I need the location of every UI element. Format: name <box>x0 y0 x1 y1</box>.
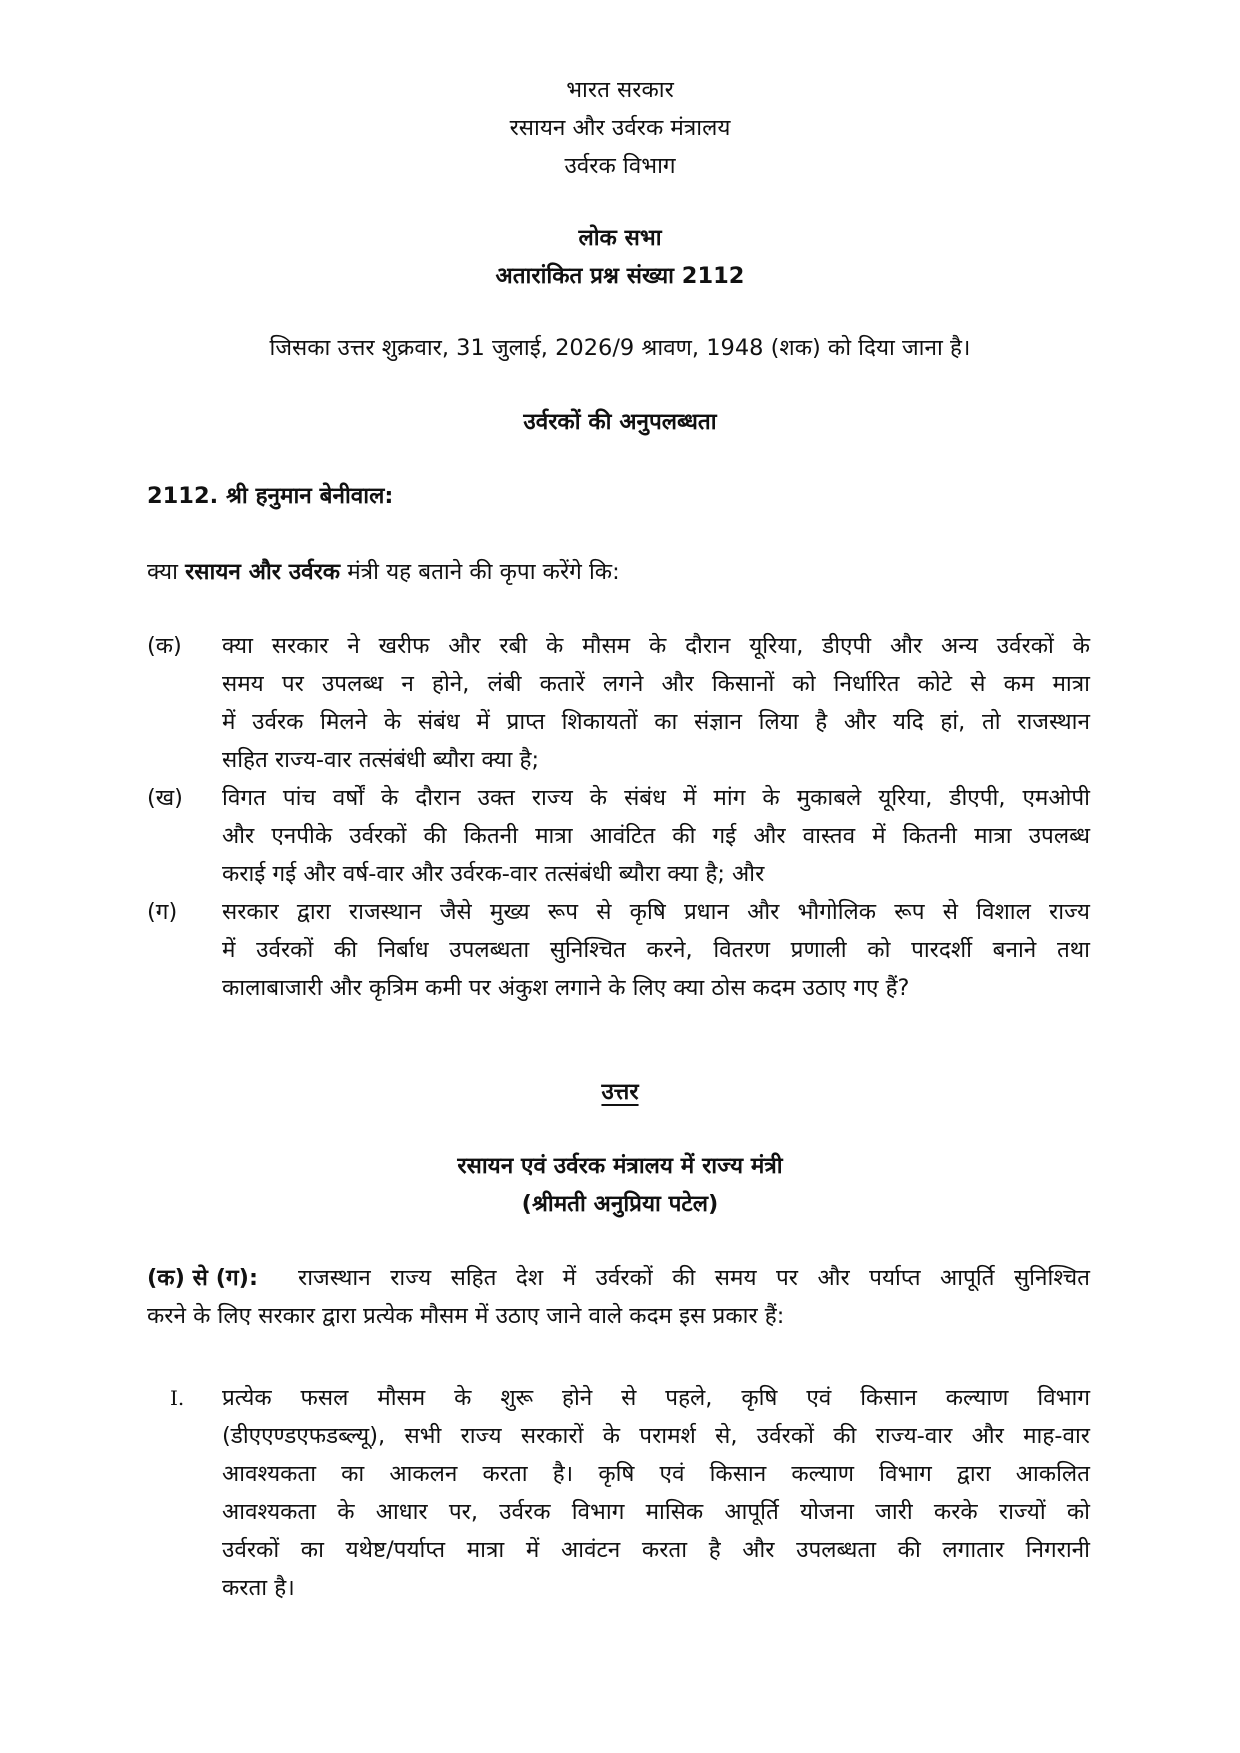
answer-label: (क) से (ग): <box>147 1265 258 1291</box>
intro-ministry: रसायन और उर्वरक <box>185 559 341 585</box>
subject-title: उर्वरकों की अनुपलब्धता <box>523 409 717 435</box>
minister-title: रसायन एवं उर्वरक मंत्रालय में राज्य मंत्री <box>457 1153 783 1179</box>
part-label-kha: (ख) <box>147 785 183 811</box>
member-name: 2112. श्री हनुमान बेनीवाल: <box>147 483 394 509</box>
minister-name: (श्रीमती अनुप्रिया पटेल) <box>521 1191 719 1217</box>
answer-line-2: करने के लिए सरकार द्वारा प्रत्येक मौसम में उठाए जाने वाले कदम इस प्रकार हैं: <box>147 1303 785 1329</box>
part-ka-line-2: समय पर उपलब्ध न होने, लंबी कतारें लगने और किसानों को निर्धारित कोटे से कम मात्रा <box>222 671 1090 697</box>
header-government: भारत सरकार <box>566 77 674 103</box>
intro-before: क्या <box>147 559 186 585</box>
part-ga-line-2: में उर्वरकों की निर्बाध उपलब्धता सुनिश्चित करने, वितरण प्रणाली को पारदर्शी बनाने तथा <box>222 937 1090 963</box>
point-1-line-2: (डीएएण्डएफडब्ल्यू), सभी राज्य सरकारों के परामर्श से, उर्वरकों की राज्य-वार और माह-वार <box>222 1423 1090 1449</box>
point-1-line-5: उर्वरकों का यथेष्ट/पर्याप्त मात्रा में आवंटन करता है और उपलब्धता की लगातार निगरानी <box>222 1537 1090 1563</box>
part-ga-line-3: कालाबाजारी और कृत्रिम कमी पर अंकुश लगाने के लिए क्या ठोस कदम उठाए गए हैं? <box>222 975 910 1001</box>
answer-date: जिसका उत्तर शुक्रवार, 31 जुलाई, 2026/9 श्रावण, 1948 (शक) को दिया जाना है। <box>269 335 971 361</box>
question-intro <box>147 553 620 591</box>
answer-heading <box>0 1073 1240 1111</box>
point-1-line-4: आवश्यकता के आधार पर, उर्वरक विभाग मासिक आपूर्ति योजना जारी करके राज्यों को <box>222 1499 1090 1525</box>
point-1-line-3: आवश्यकता का आकलन करता है। कृषि एवं किसान कल्याण विभाग द्वारा आकलित <box>222 1461 1090 1487</box>
intro-after: मंत्री यह बताने की कृपा करेंगे कि: <box>340 559 620 585</box>
question-title: अतारांकित प्रश्न संख्या 2112 <box>495 263 745 289</box>
point-numeral-1: I. <box>170 1386 185 1410</box>
part-kha-line-1: विगत पांच वर्षों के दौरान उक्त राज्य के संबंध में मांग के मुकाबले यूरिया, डीएपी, एमओपी <box>222 785 1090 811</box>
header-ministry: रसायन और उर्वरक मंत्रालय <box>509 115 731 141</box>
part-ka-line-4: सहित राज्य-वार तत्संबंधी ब्यौरा क्या है; <box>222 747 540 773</box>
part-ka-line-1: क्या सरकार ने खरीफ और रबी के मौसम के दौरान यूरिया, डीएपी और अन्य उर्वरकों के <box>222 633 1090 659</box>
part-kha-line-3: कराई गई और वर्ष-वार और उर्वरक-वार तत्संबंधी ब्यौरा क्या है; और <box>222 861 765 887</box>
part-label-ka: (क) <box>147 633 182 659</box>
part-kha-line-2: और एनपीके उर्वरकों की कितनी मात्रा आवंटित की गई और वास्तव में कितनी मात्रा उपलब्ध <box>222 823 1090 849</box>
part-ga-line-1: सरकार द्वारा राजस्थान जैसे मुख्य रूप से कृषि प्रधान और भौगोलिक रूप से विशाल राज्य <box>222 899 1090 925</box>
answer-line-1: राजस्थान राज्य सहित देश में उर्वरकों की समय पर और पर्याप्त आपूर्ति सुनिश्चित <box>298 1265 1090 1291</box>
part-label-ga: (ग) <box>147 899 178 925</box>
house-name: लोक सभा <box>578 225 662 251</box>
header-department: उर्वरक विभाग <box>564 153 676 179</box>
point-1-line-6: करता है। <box>222 1575 295 1601</box>
point-1-line-1: प्रत्येक फसल मौसम के शुरू होने से पहले, कृषि एवं किसान कल्याण विभाग <box>222 1385 1090 1411</box>
answer-heading-text: उत्तर <box>601 1079 639 1105</box>
part-ka-line-3: में उर्वरक मिलने के संबंध में प्राप्त शिकायतों का संज्ञान लिया है और यदि हां, तो राजस्थान <box>222 709 1090 735</box>
